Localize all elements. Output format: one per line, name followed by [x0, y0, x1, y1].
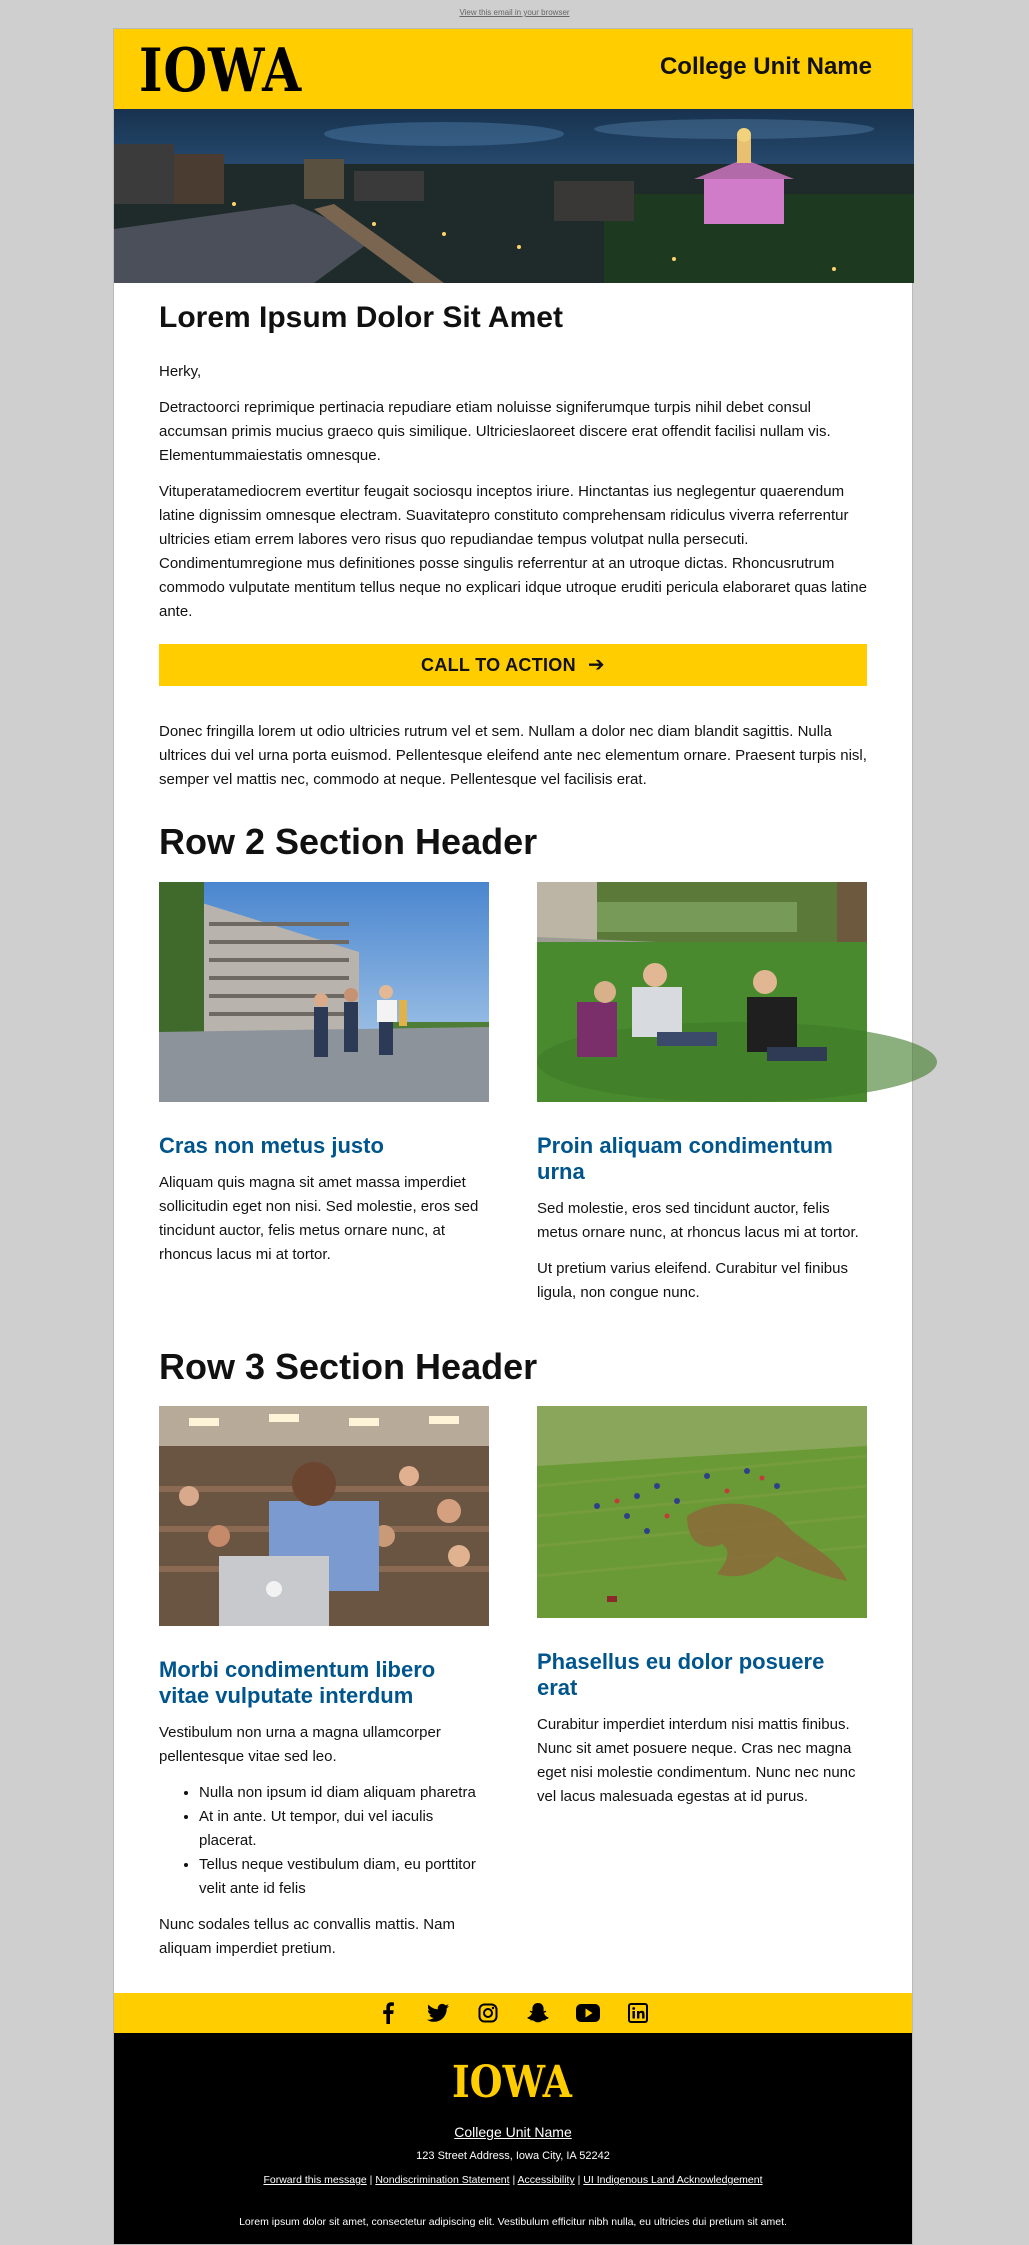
row-2-left-heading: Cras non metus justo	[159, 1132, 384, 1158]
row-3	[159, 1406, 867, 1973]
row-2-right-column	[537, 882, 867, 1317]
iowa-logo[interactable]	[139, 36, 304, 106]
browser-link-bar	[0, 0, 1029, 28]
youtube-icon[interactable]	[574, 1999, 602, 2027]
linkedin-icon[interactable]	[624, 1999, 652, 2027]
arrow-right-icon: ➔	[587, 654, 605, 676]
row-2-right-paragraph: Sed molestie, eros sed tincidunt auctor, felis metus ornare nunc, at rhoncus lacus mi at tortor.	[537, 1199, 859, 1241]
email-footer	[114, 2033, 912, 2244]
land-acknowledgement-link[interactable]: UI Indigenous Land Acknowledgement	[583, 2174, 763, 2187]
call-to-action-button[interactable]	[159, 644, 867, 686]
students-on-lawn-photo	[537, 882, 867, 1107]
link-separator: |	[509, 2174, 518, 2187]
social-bar	[114, 1993, 912, 2033]
greeting: Herky,	[159, 363, 202, 380]
row-2-right-heading: Proin aliquam condimentum urna	[537, 1132, 833, 1184]
view-in-browser-link[interactable]: View this email in your browser	[459, 8, 570, 17]
row-3-right-column	[537, 1406, 867, 1973]
footer-address: 123 Street Address, Iowa City, IA 52242	[416, 2150, 610, 2163]
email-title: Lorem Ipsum Dolor Sit Amet	[159, 301, 563, 334]
row-2-header: Row 2 Section Header	[159, 821, 538, 862]
row-2	[159, 882, 867, 1317]
row-3-header: Row 3 Section Header	[159, 1345, 538, 1387]
svg-text:IOWA: IOWA	[139, 36, 303, 106]
students-walking-photo	[159, 882, 489, 1107]
nondiscrimination-link[interactable]: Nondiscrimination Statement	[375, 2174, 510, 2187]
body-paragraph: Donec fringilla lorem ut odio ultricies rutrum vel et sem. Nullam a dolor nec diam blandit sagittis. Nulla ultrices dui vel urna porta euismod. Pellentesque eleifend ante nec elementum ornare. Praesent turpis nisl, semper vel mattis nec, commodo at neque. Pellentesque vel facilisis erat.	[159, 723, 867, 788]
footer-legal-text: Lorem ipsum dolor sit amet, consectetur adipiscing elit. Vestibulum efficitur nibh nulla, eu ultricies dui pretium sit amet.	[239, 2216, 787, 2229]
row-2-left-column	[159, 882, 489, 1317]
tigerhawk-field-aerial-photo	[537, 1406, 867, 1623]
row-3-left-column	[159, 1406, 489, 1973]
list-item: • Tellus neque vestibulum diam, eu porttitor velit ante id felis	[199, 1853, 489, 1901]
row-3-right-heading: Phasellus eu dolor posuere erat	[537, 1649, 825, 1701]
cta-label: CALL TO ACTION	[421, 655, 576, 675]
lecture-hall-photo	[159, 1406, 489, 1631]
email-container	[113, 28, 913, 2245]
intro-paragraph: Detractoorci reprimique pertinacia repudiare etiam noluisse signiferumque turpis nihil debet consul accumsan primis mucius graeco quis similique. Ultricieslaoreet discere erat offendit facilisi nullam vis. Elementummaiestatis omnesque.	[159, 399, 831, 464]
forward-message-link[interactable]: Forward this message	[263, 2174, 367, 2187]
footer-unit-name[interactable]: College Unit Name	[454, 2124, 572, 2141]
row-3-left-heading: Morbi condimentum libero vitae vulputate interdum	[159, 1657, 436, 1709]
intro-paragraph: Vituperatamediocrem evertitur feugait sociosqu inceptos iriure. Hinctantas ius neglegentur quaerendum latine dignissim omnesque electram. Suavitatepro constituto comprehensam ridiculus viverra referrentur ultricies etiam errem labores vero risus quo repudiandae tempus volutpat nulla persecuti. Condimentumregione mus definitiones posse singulis referrentur at an utroque dictas. Rhoncusrutrum commodo vulputate mentitum tellus neque no explicari idque utroque eruditi pericula elaboraret quas latine ante.	[159, 483, 867, 620]
twitter-icon[interactable]	[424, 1999, 452, 2027]
footer-links	[144, 2174, 882, 2186]
accessibility-link[interactable]: Accessibility	[517, 2174, 575, 2187]
row-2-left-paragraph: Aliquam quis magna sit amet massa imperdiet sollicitudin eget non nisi. Sed molestie, eros sed tincidunt auctor, felis metus ornare nunc, at rhoncus lacus mi at tortor.	[159, 1173, 479, 1263]
link-separator: |	[574, 2174, 584, 2187]
instagram-icon[interactable]	[474, 1999, 502, 2027]
row-3-bullet-list	[159, 1781, 489, 1901]
facebook-icon[interactable]	[374, 1999, 402, 2027]
list-item: • Nulla non ipsum id diam aliquam pharetra	[199, 1781, 489, 1805]
row-2-right-paragraph: Ut pretium varius eleifend. Curabitur vel finibus ligula, non congue nunc.	[537, 1259, 848, 1301]
row-3-left-intro: Vestibulum non urna a magna ullamcorper pellentesque vitae sed leo.	[159, 1724, 441, 1766]
link-separator: |	[366, 2174, 376, 2187]
unit-name: College Unit Name	[659, 53, 872, 80]
row-3-left-outro: Nunc sodales tellus ac convallis mattis. Nam aliquam imperdiet pretium.	[159, 1916, 455, 1958]
list-item: • At in ante. Ut tempor, dui vel iaculis placerat.	[199, 1805, 489, 1853]
email-header	[114, 29, 912, 109]
hero-image	[114, 109, 912, 283]
footer-iowa-logo[interactable]	[144, 2057, 882, 2109]
snapchat-icon[interactable]	[524, 1999, 552, 2027]
intro-section	[114, 300, 912, 1973]
svg-text:IOWA: IOWA	[452, 2057, 573, 2109]
row-3-right-paragraph: Curabitur imperdiet interdum nisi mattis finibus. Nunc sit amet posuere neque. Cras nec magna eget nisi molestie condimentum. Nunc nec nunc vel lacus malesuada egestas at id purus.	[537, 1716, 856, 1806]
